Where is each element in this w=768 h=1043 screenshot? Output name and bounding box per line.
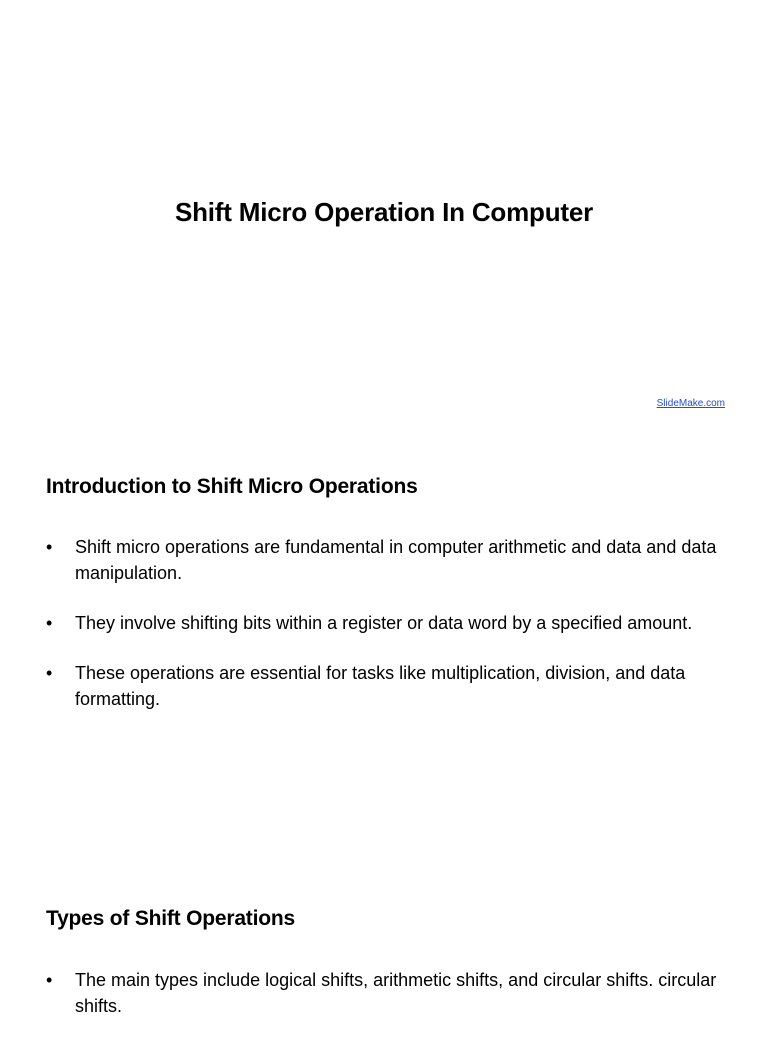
bullet-text: They involve shifting bits within a register or data word by a specified amount. [75,613,693,633]
types-bullet-list [46,967,726,1043]
list-item [46,610,726,636]
list-item [46,660,726,712]
bullet-text: Shift micro operations are fundamental in computer arithmetic and data and data manipulation. [75,537,717,583]
section-heading-types: Types of Shift Operations [46,907,295,930]
bullet-text: The main types include logical shifts, arithmetic shifts, and circular shifts. circular shifts. [75,970,717,1016]
section-heading-introduction: Introduction to Shift Micro Operations [46,475,418,498]
bullet-icon: • [46,970,53,990]
bullet-icon: • [46,663,53,683]
list-item [46,967,726,1019]
list-item [46,534,726,586]
source-link[interactable]: SlideMake.com [656,398,725,409]
bullet-icon: • [46,613,53,633]
bullet-icon: • [46,537,53,557]
bullet-text: These operations are essential for tasks like multiplication, division, and data formatting. [75,663,686,709]
introduction-bullet-list [46,534,726,736]
slide-title: Shift Micro Operation In Computer [174,197,594,227]
